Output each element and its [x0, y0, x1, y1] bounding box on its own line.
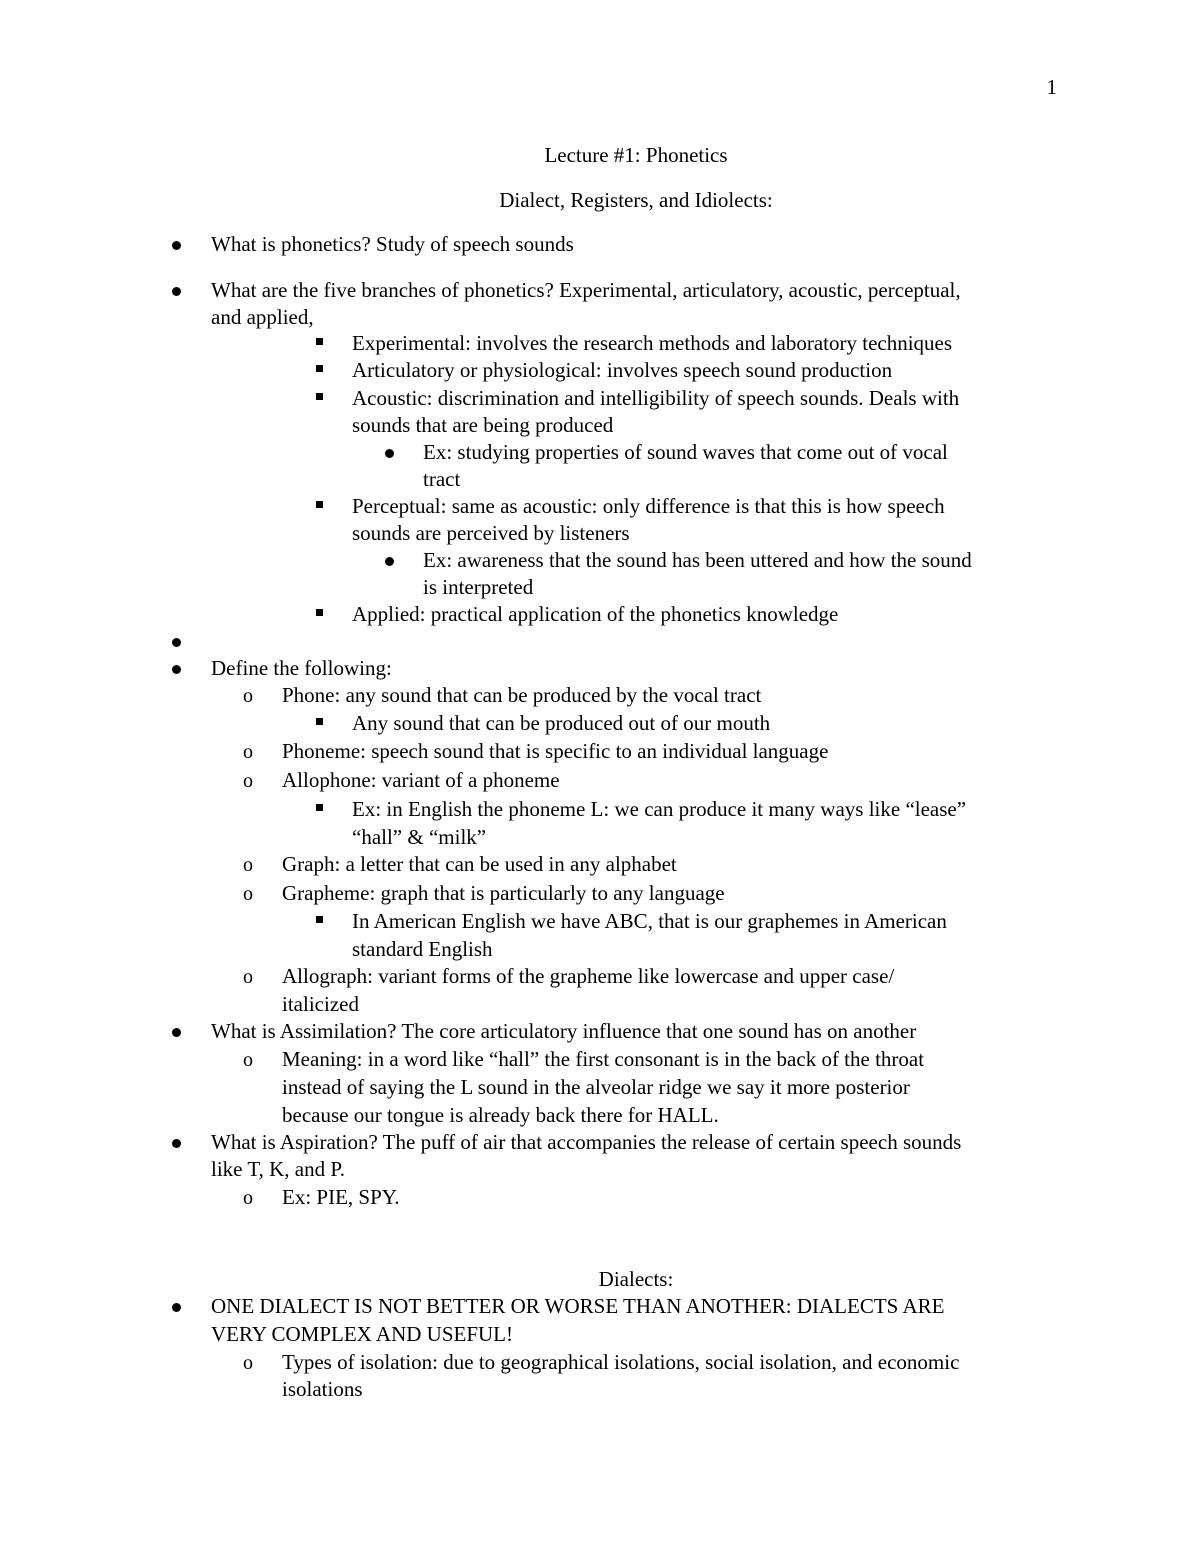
section-heading-dialects: Dialects: — [598, 1267, 674, 1291]
hollow-o-bullet-icon: o — [243, 1187, 253, 1209]
list-item-text: italicized — [282, 992, 359, 1016]
list-item-text: Applied: practical application of the phonetics knowledge — [352, 602, 839, 626]
hollow-o-bullet-icon: o — [243, 854, 253, 876]
list-item-text: and applied, — [211, 305, 314, 329]
list-item-text: tract — [423, 467, 461, 491]
list-item-text: Ex: PIE, SPY. — [282, 1185, 400, 1209]
filled-circle-bullet-icon — [172, 287, 181, 296]
hollow-o-bullet-icon: o — [243, 685, 253, 707]
filled-circle-bullet-icon — [172, 665, 181, 674]
list-item-text: “hall” & “milk” — [352, 825, 487, 849]
list-item-text: What is Aspiration? The puff of air that accompanies the release of certain speech sounds — [211, 1130, 962, 1154]
square-bullet-icon — [316, 804, 323, 811]
square-bullet-icon — [316, 501, 323, 508]
list-item-text: sounds that are being produced — [352, 413, 614, 437]
list-item-text: Perceptual: same as acoustic: only difference is that this is how speech — [352, 494, 945, 518]
list-item-text: Ex: in English the phoneme L: we can produce it many ways like “lease” — [352, 797, 967, 821]
square-bullet-icon — [316, 916, 323, 923]
filled-circle-bullet-icon — [172, 241, 181, 250]
hollow-o-bullet-icon: o — [243, 770, 253, 792]
list-item-text: What are the five branches of phonetics? Experimental, articulatory, acoustic, perceptual, — [211, 278, 961, 302]
hollow-o-bullet-icon: o — [243, 1049, 253, 1071]
list-item-text: Define the following: — [211, 656, 392, 680]
list-item-text: standard English — [352, 937, 493, 961]
list-item-text: Allophone: variant of a phoneme — [282, 768, 560, 792]
square-bullet-icon — [316, 718, 323, 725]
list-item-text: like T, K, and P. — [211, 1157, 345, 1181]
filled-circle-bullet-icon — [172, 1303, 181, 1312]
hollow-o-bullet-icon: o — [243, 883, 253, 905]
filled-circle-bullet-icon — [172, 638, 181, 647]
list-item-text: is interpreted — [423, 575, 534, 599]
list-item-text: ONE DIALECT IS NOT BETTER OR WORSE THAN ANOTHER: DIALECTS ARE — [211, 1294, 945, 1318]
filled-circle-bullet-icon — [385, 449, 394, 458]
list-item-text: Experimental: involves the research methods and laboratory techniques — [352, 331, 953, 355]
list-item-text: Phoneme: speech sound that is specific to an individual language — [282, 739, 829, 763]
list-item-text: because our tongue is already back there for HALL. — [282, 1103, 719, 1127]
square-bullet-icon — [316, 609, 323, 616]
hollow-o-bullet-icon: o — [243, 966, 253, 988]
list-item-text: Meaning: in a word like “hall” the first consonant is in the back of the throat — [282, 1047, 925, 1071]
filled-circle-bullet-icon — [172, 1028, 181, 1037]
square-bullet-icon — [316, 365, 323, 372]
list-item-text: instead of saying the L sound in the alveolar ridge we say it more posterior — [282, 1075, 910, 1099]
list-item-text: Allograph: variant forms of the grapheme like lowercase and upper case/ — [282, 964, 895, 988]
filled-circle-bullet-icon — [172, 1139, 181, 1148]
list-item-text: Ex: studying properties of sound waves that come out of vocal — [423, 440, 948, 464]
square-bullet-icon — [316, 338, 323, 345]
filled-circle-bullet-icon — [385, 557, 394, 566]
list-item-text: What is Assimilation? The core articulatory influence that one sound has on another — [211, 1019, 917, 1043]
list-item-text: Acoustic: discrimination and intelligibility of speech sounds. Deals with — [352, 386, 960, 410]
list-item-text: Grapheme: graph that is particularly to any language — [282, 881, 725, 905]
page-number: 1 — [1046, 75, 1057, 99]
list-item-text: isolations — [282, 1377, 363, 1401]
list-item-text: Types of isolation: due to geographical isolations, social isolation, and economic — [282, 1350, 960, 1374]
list-item-text: Any sound that can be produced out of our mouth — [352, 711, 771, 735]
list-item-text: Ex: awareness that the sound has been uttered and how the sound — [423, 548, 972, 572]
list-item-text: Graph: a letter that can be used in any alphabet — [282, 852, 677, 876]
list-item-text: In American English we have ABC, that is our graphemes in American — [352, 909, 947, 933]
list-item-text: Articulatory or physiological: involves speech sound production — [352, 358, 893, 382]
page-title: Lecture #1: Phonetics — [544, 143, 728, 167]
list-item-text: Phone: any sound that can be produced by the vocal tract — [282, 683, 762, 707]
hollow-o-bullet-icon: o — [243, 741, 253, 763]
hollow-o-bullet-icon: o — [243, 1352, 253, 1374]
list-item-text: sounds are perceived by listeners — [352, 521, 630, 545]
page-subtitle: Dialect, Registers, and Idiolects: — [499, 188, 773, 212]
list-item-text: VERY COMPLEX AND USEFUL! — [211, 1322, 513, 1346]
list-item-text: What is phonetics? Study of speech sounds — [211, 232, 574, 256]
square-bullet-icon — [316, 393, 323, 400]
